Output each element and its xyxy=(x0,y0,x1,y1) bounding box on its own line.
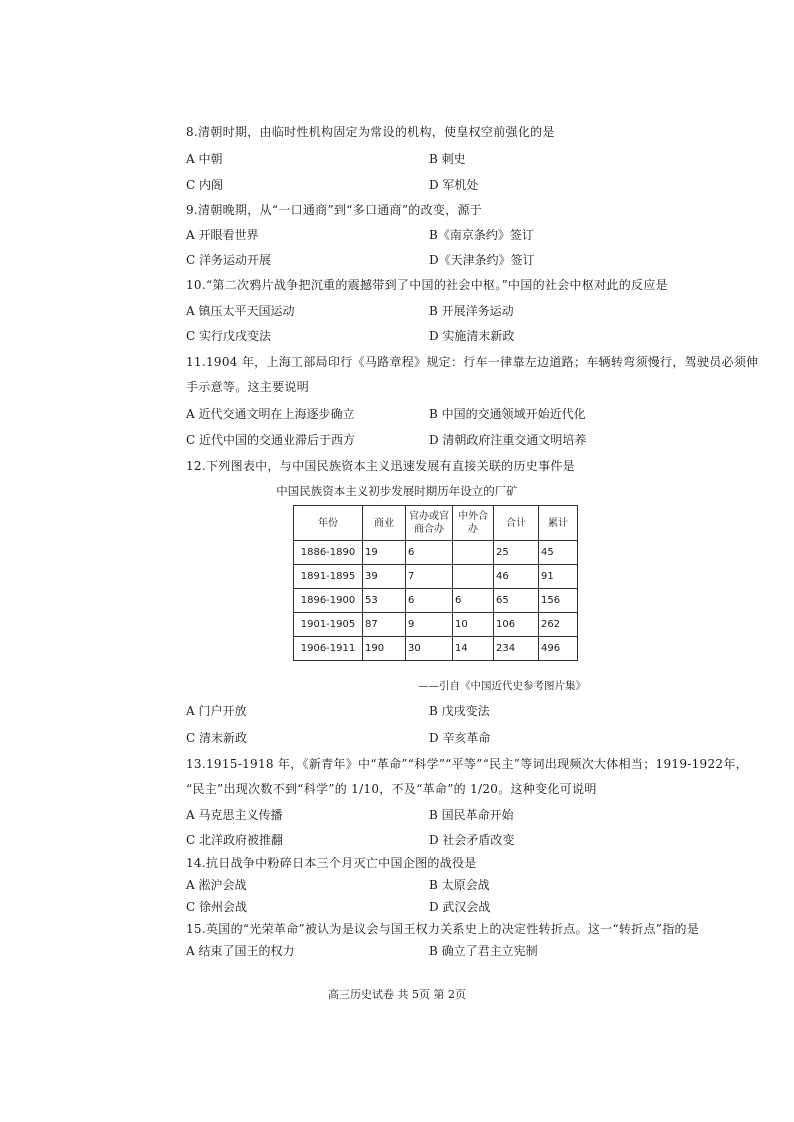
cell-cumulative: 91 xyxy=(539,565,578,589)
cell-total: 65 xyxy=(494,589,539,613)
question-9-stem: 9.清朝晚期，从“一口通商”到“多口通商”的改变，源于 xyxy=(186,203,483,217)
question-10-option-c: C 实行戊戌变法 xyxy=(186,329,271,343)
cell-commercial: 190 xyxy=(363,637,406,661)
question-14-stem: 14.抗日战争中粉碎日本三个月灭亡中国企图的战役是 xyxy=(186,856,477,870)
question-8-option-d: D 军机处 xyxy=(429,178,479,192)
header-cumulative: 累计 xyxy=(539,506,578,541)
question-11-option-b: B 中国的交通领域开始近代化 xyxy=(429,407,586,421)
cell-commercial: 53 xyxy=(363,589,406,613)
question-15-option-b: B 确立了君主立宪制 xyxy=(429,944,538,958)
cell-cumulative: 262 xyxy=(539,613,578,637)
question-12-option-d: D 辛亥革命 xyxy=(429,731,491,745)
question-13-stem-line1: 13.1915-1918 年，《新青年》中“革命”“科学”“平等”“民主”等词出现频次大体相当；1919-1922年， xyxy=(186,757,748,771)
cell-year: 1886-1890 xyxy=(294,541,363,565)
table-source: ——引自《中国近代史参考图片集》 xyxy=(418,680,586,692)
cell-year: 1891-1895 xyxy=(294,565,363,589)
question-14-option-c: C 徐州会战 xyxy=(186,900,247,914)
cell-joint: 14 xyxy=(453,637,494,661)
factories-table xyxy=(293,505,578,661)
question-12-option-a: A 门户开放 xyxy=(186,704,247,718)
cell-official: 9 xyxy=(406,613,453,637)
table-title: 中国民族资本主义初步发展时期历年设立的厂矿 xyxy=(276,484,518,498)
question-8-option-b: B 刺史 xyxy=(429,152,466,166)
question-11-stem-line2: 手示意等。这主要说明 xyxy=(186,380,310,394)
question-13-option-c: C 北洋政府被推翻 xyxy=(186,833,283,847)
cell-joint: 6 xyxy=(453,589,494,613)
cell-official: 7 xyxy=(406,565,453,589)
question-15-option-a: A 结束了国王的权力 xyxy=(186,944,295,958)
table-header-row xyxy=(294,506,578,541)
question-9-option-c: C 洋务运动开展 xyxy=(186,253,271,267)
question-10-option-b: B 开展洋务运动 xyxy=(429,304,514,318)
cell-joint: 10 xyxy=(453,613,494,637)
table-row xyxy=(294,637,578,661)
question-14-option-a: A 淞沪会战 xyxy=(186,878,247,892)
question-13-option-d: D 社会矛盾改变 xyxy=(429,833,515,847)
cell-official: 6 xyxy=(406,589,453,613)
cell-official: 30 xyxy=(406,637,453,661)
table-row xyxy=(294,613,578,637)
question-14-option-b: B 太原会战 xyxy=(429,878,490,892)
question-10-stem: 10.“第二次鸦片战争把沉重的震撼带到了中国的社会中枢。”中国的社会中枢对此的反应是 xyxy=(186,278,668,292)
cell-commercial: 87 xyxy=(363,613,406,637)
cell-year: 1906-1911 xyxy=(294,637,363,661)
question-10-option-d: D 实施清末新政 xyxy=(429,329,515,343)
question-11-stem-line1: 11.1904 年，上海工部局印行《马路章程》规定：行车一律靠左边道路；车辆转弯须慢行，驾驶员必须伸 xyxy=(186,355,759,369)
question-13-option-b: B 国民革命开始 xyxy=(429,808,514,822)
cell-cumulative: 156 xyxy=(539,589,578,613)
header-joint: 中外合办 xyxy=(453,506,494,541)
question-12-option-b: B 戊戌变法 xyxy=(429,704,490,718)
cell-cumulative: 496 xyxy=(539,637,578,661)
question-13-stem-line2: “民主”出现次数不到“科学”的 1/10，不及“革命”的 1/20。这种变化可说明 xyxy=(186,782,597,796)
cell-commercial: 39 xyxy=(363,565,406,589)
table-row xyxy=(294,565,578,589)
cell-total: 25 xyxy=(494,541,539,565)
question-8-option-a: A 中朝 xyxy=(186,152,223,166)
question-15-stem: 15.英国的“光荣革命”被认为是议会与国王权力关系史上的决定性转折点。这一“转折点”指的是 xyxy=(186,922,700,936)
cell-total: 46 xyxy=(494,565,539,589)
question-9-option-a: A 开眼看世界 xyxy=(186,228,259,242)
question-11-option-c: C 近代中国的交通业滞后于西方 xyxy=(186,433,355,447)
cell-total: 106 xyxy=(494,613,539,637)
table-row xyxy=(294,541,578,565)
table-row xyxy=(294,589,578,613)
question-9-option-b: B《南京条约》签订 xyxy=(429,228,534,242)
cell-commercial: 19 xyxy=(363,541,406,565)
cell-year: 1896-1900 xyxy=(294,589,363,613)
page-footer: 高三历史试卷 共 5页 第 2页 xyxy=(328,988,466,1001)
header-total: 合计 xyxy=(494,506,539,541)
question-8-option-c: C 内阁 xyxy=(186,178,223,192)
question-12-stem: 12.下列图表中，与中国民族资本主义迅速发展有直接关联的历史事件是 xyxy=(186,459,575,473)
question-14-option-d: D 武汉会战 xyxy=(429,900,491,914)
cell-cumulative: 45 xyxy=(539,541,578,565)
cell-official: 6 xyxy=(406,541,453,565)
cell-joint xyxy=(453,565,494,589)
header-commercial: 商业 xyxy=(363,506,406,541)
question-12-option-c: C 清末新政 xyxy=(186,731,247,745)
header-year: 年份 xyxy=(294,506,363,541)
header-official: 官办或官商合办 xyxy=(406,506,453,541)
question-11-option-d: D 清朝政府注重交通文明培养 xyxy=(429,433,587,447)
cell-total: 234 xyxy=(494,637,539,661)
cell-year: 1901-1905 xyxy=(294,613,363,637)
question-8-stem: 8.清朝时期，由临时性机构固定为常设的机构，使皇权空前强化的是 xyxy=(186,125,555,139)
cell-joint xyxy=(453,541,494,565)
question-9-option-d: D《天津条约》签订 xyxy=(429,253,535,267)
question-13-option-a: A 马克思主义传播 xyxy=(186,808,283,822)
question-10-option-a: A 镇压太平天国运动 xyxy=(186,304,295,318)
question-11-option-a: A 近代交通文明在上海逐步确立 xyxy=(186,407,355,421)
